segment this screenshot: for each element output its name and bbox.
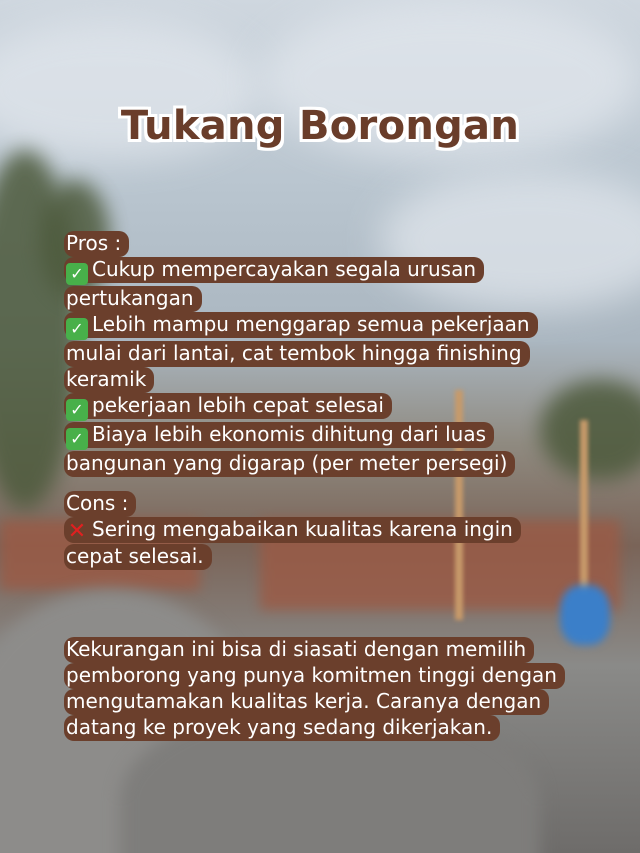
- pros-item-4-line-1: Biaya lebih ekonomis dihitung dari luas: [92, 422, 486, 446]
- note-section: [64, 636, 565, 740]
- cons-item-1-line-2: cepat selesai.: [64, 544, 212, 570]
- note-line-1: Kekurangan ini bisa di siasati dengan memilih: [64, 637, 534, 663]
- cross-mark-icon: ✕: [67, 519, 87, 544]
- check-mark-icon: ✓: [66, 318, 88, 340]
- check-mark-icon: ✓: [66, 263, 88, 285]
- check-mark-icon: ✓: [66, 399, 88, 421]
- pros-item-1-line-1: Cukup mempercayakan segala urusan: [92, 257, 477, 281]
- check-mark-icon: ✓: [66, 428, 88, 450]
- pros-label: Pros :: [64, 231, 129, 257]
- pros-item-3-line-1: pekerjaan lebih cepat selesai: [92, 393, 384, 417]
- pros-item-1-line-2: pertukangan: [64, 286, 202, 312]
- note-line-3: mengutamakan kualitas kerja. Caranya dengan: [64, 689, 549, 715]
- pros-item-2-line-2: mulai dari lantai, cat tembok hingga finishing: [64, 341, 530, 367]
- pros-item-2-line-3: keramik: [64, 367, 154, 393]
- pros-item-2-line-1: Lebih mampu menggarap semua pekerjaan: [92, 312, 530, 336]
- pros-item-4-line-2: bangunan yang digarap (per meter persegi): [64, 451, 515, 477]
- cons-section: [64, 490, 521, 569]
- cons-item-1-line-1: Sering mengabaikan kualitas karena ingin: [92, 517, 513, 541]
- cons-label: Cons :: [64, 491, 136, 517]
- page-title: Tukang Borongan: [120, 103, 520, 149]
- note-line-4: datang ke proyek yang sedang dikerjakan.: [64, 715, 500, 741]
- pros-section: [64, 230, 538, 476]
- note-line-2: pemborong yang punya komitmen tinggi dengan: [64, 663, 565, 689]
